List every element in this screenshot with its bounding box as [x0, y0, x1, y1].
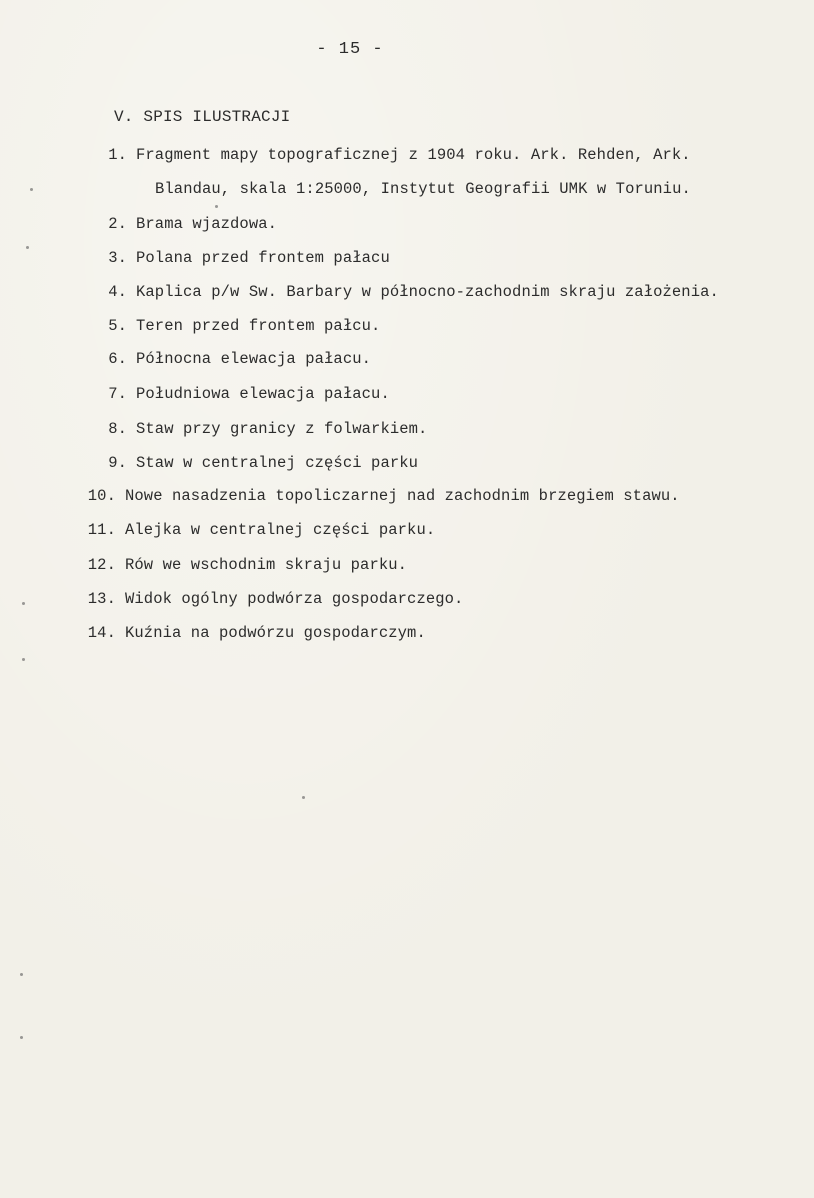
list-item-number: 7. [108, 385, 127, 403]
list-item-number: 11. [87, 521, 116, 539]
list-item-text: Północna elewacja pałacu. [136, 350, 372, 368]
list-item-number: 8. [108, 420, 127, 438]
list-item-number: 13. [87, 590, 116, 608]
list-item [76, 590, 463, 608]
list-item-text: Rów we wschodnim skraju parku. [125, 556, 408, 574]
list-item-number: 2. [108, 215, 127, 233]
list-item-number: 3. [108, 249, 127, 267]
scan-speck [26, 246, 29, 249]
list-item-number: 10. [87, 487, 116, 505]
list-item-number: 4. [108, 283, 127, 301]
list-item-text: Alejka w centralnej części parku. [125, 521, 436, 539]
list-item [76, 556, 407, 574]
list-item-number: 5. [108, 317, 127, 335]
scan-speck [20, 1036, 23, 1039]
scan-speck [20, 973, 23, 976]
list-item [87, 350, 371, 368]
list-item-number: 9. [108, 454, 127, 472]
list-item [87, 215, 277, 233]
list-item [87, 385, 390, 403]
list-item [87, 317, 380, 335]
scan-speck [215, 205, 218, 208]
list-item-text: Kaplica p/w Sw. Barbary w północno-zachodnim skraju założenia. [136, 283, 719, 301]
list-item-text: Teren przed frontem pałcu. [136, 317, 381, 335]
page-number: - 15 - [316, 40, 384, 59]
list-item [76, 624, 426, 642]
list-item-text: Fragment mapy topograficznej z 1904 roku. Ark. Rehden, Ark. [136, 146, 691, 164]
list-item-text: Widok ogólny podwórza gospodarczego. [125, 590, 464, 608]
scan-speck [302, 796, 305, 799]
list-item-number: 12. [87, 556, 116, 574]
section-heading: V. SPIS ILUSTRACJI [114, 108, 291, 126]
list-item [87, 283, 719, 301]
scan-speck [22, 602, 25, 605]
list-item-text: Staw przy granicy z folwarkiem. [136, 420, 428, 438]
list-item-text: Staw w centralnej części parku [136, 454, 419, 472]
list-item-number: 6. [108, 350, 127, 368]
list-item [87, 420, 427, 438]
scan-speck [22, 658, 25, 661]
list-item-text: Nowe nasadzenia topoliczarnej nad zachodnim brzegiem stawu. [125, 487, 680, 505]
list-item [87, 146, 691, 164]
scan-speck [30, 188, 33, 191]
list-item-number: 1. [108, 146, 127, 164]
list-item-text: Polana przed frontem pałacu [136, 249, 390, 267]
list-item [76, 521, 435, 539]
list-item-text: Kuźnia na podwórzu gospodarczym. [125, 624, 426, 642]
list-item [76, 487, 680, 505]
list-item-number: 14. [87, 624, 116, 642]
list-item [87, 249, 390, 267]
list-item [87, 454, 418, 472]
list-item-continuation: Blandau, skala 1:25000, Instytut Geografii UMK w Toruniu. [155, 180, 691, 198]
list-item-text: Brama wjazdowa. [136, 215, 278, 233]
list-item-text: Południowa elewacja pałacu. [136, 385, 390, 403]
